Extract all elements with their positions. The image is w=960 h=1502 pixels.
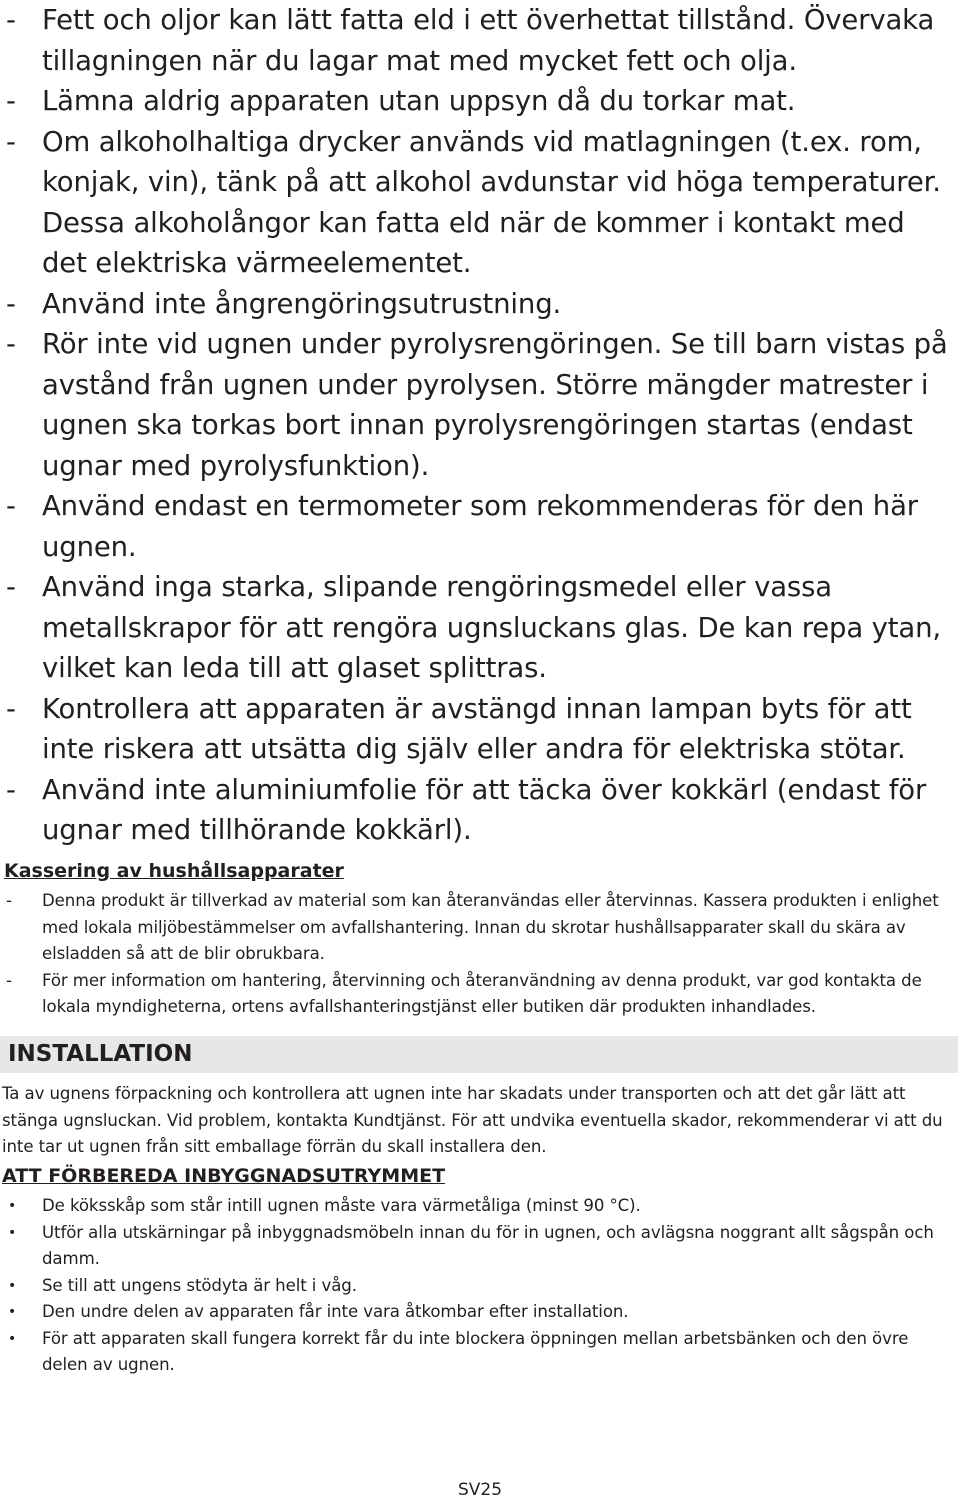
dash-marker: - [6,970,12,990]
list-item [6,324,956,486]
bullet-marker: • [8,1198,17,1214]
bullet-marker: • [8,1330,17,1347]
list-item-text: Om alkoholhaltiga drycker används vid matlagningen (t.ex. rom, konjak, vin), tänk på att alkohol avdunstar vid höga temperaturer. Dessa alkoholångor kan fatta eld när de kommer i kontakt med det elektriska värmeelementet. [42,125,941,279]
list-item [6,122,956,284]
list-item [6,0,956,81]
list-item [6,1273,956,1300]
prepare-list [6,1193,956,1379]
dash-marker: - [6,571,16,603]
list-item [6,1193,956,1220]
list-item-text: Se till att ungens stödyta är helt i våg. [42,1275,357,1295]
list-item-text: Kontrollera att apparaten är avstängd innan lampan byts för att inte riskera att utsätta dig själv eller andra för elektriska stötar. [42,692,912,765]
list-item [6,689,956,770]
bullet-marker: • [8,1277,17,1294]
bullet-marker: • [8,1304,17,1320]
list-item [6,1220,956,1273]
list-item [6,284,956,325]
list-item [6,770,956,851]
list-item [6,81,956,122]
list-item [6,1326,956,1379]
list-item-text: Använd inga starka, slipande rengöringsmedel eller vassa metallskrapor för att rengöra ugnsluckans glas. De kan repa ytan, vilket kan leda till att glaset splittras. [42,571,941,684]
list-item [6,1299,956,1326]
page-number: SV25 [457,1480,503,1500]
list-item-text: För mer information om hantering, återvinning och återanvändning av denna produkt, var god kontakta de lokala myndigheterna, ortens avfallshanteringstjänst eller butiken där produkten inhandlades. [42,970,922,1016]
list-item [6,968,956,1021]
dash-marker: - [6,328,16,360]
list-item-text: Denna produkt är tillverkad av material som kan återanvändas eller återvinnas. Kassera produkten i enlighet med lokala miljöbestämmelser om avfallshantering. Innan du skrotar hushållsapparater skall du skära av elsladden så att de blir obrukbara. [42,891,939,963]
installation-title: INSTALLATION [8,1041,193,1067]
list-item-text: För att apparaten skall fungera korrekt får du inte blockera öppningen mellan arbetsbänken och den övre delen av ugnen. [42,1328,909,1374]
prepare-heading: ATT FÖRBEREDA INBYGGNADSUTRYMMET [2,1165,446,1187]
list-item [6,888,956,968]
safety-warnings-list [6,0,956,851]
list-item-text: De köksskåp som står intill ugnen måste vara värmetåliga (minst 90 °C). [42,1196,641,1215]
list-item-text: Utför alla utskärningar på inbyggnadsmöbeln innan du för in ugnen, och avlägsna noggrant allt sågspån och damm. [42,1222,934,1268]
installation-paragraph: Ta av ugnens förpackning och kontrollera att ugnen inte har skadats under transporten och att det går lätt att stänga ugnsluckan. Vid problem, kontakta Kundtjänst. För att undvika eventuella skador, rekommenderar vi att du inte tar ut ugnen från sitt emballage förrän du skall installera den. [2,1084,943,1156]
dash-marker: - [6,490,16,522]
list-item-text: Lämna aldrig apparaten utan uppsyn då du torkar mat. [42,85,796,117]
dash-marker: - [6,692,16,725]
list-item-text: Fett och oljor kan lätt fatta eld i ett överhettat tillstånd. Övervaka tillagningen när du lagar mat med mycket fett och olja. [42,4,935,77]
disposal-heading: Kassering av hushållsapparater [4,860,344,882]
list-item [6,486,956,567]
list-item-text: Använd endast en termometer som rekommenderas för den här ugnen. [42,490,918,563]
dash-marker: - [6,4,16,36]
dash-marker: - [6,85,16,117]
dash-marker: - [6,891,12,910]
dash-marker: - [6,773,16,806]
list-item [6,567,956,689]
list-item-text: Rör inte vid ugnen under pyrolysrengöringen. Se till barn vistas på avstånd från ugnen under pyrolysen. Större mängder matrester i ugnen ska torkas bort innan pyrolysrengöringen startas (endast ugnar med pyrolysfunktion). [42,328,948,482]
bullet-marker: • [8,1224,17,1241]
disposal-list [6,888,956,1021]
list-item-text: Använd inte ångrengöringsutrustning. [42,287,562,320]
list-item-text: Den undre delen av apparaten får inte vara åtkombar efter installation. [42,1302,629,1321]
list-item-text: Använd inte aluminiumfolie för att täcka över kokkärl (endast för ugnar med tillhörande kokkärl). [42,773,927,846]
dash-marker: - [6,125,16,158]
dash-marker: - [6,287,16,320]
